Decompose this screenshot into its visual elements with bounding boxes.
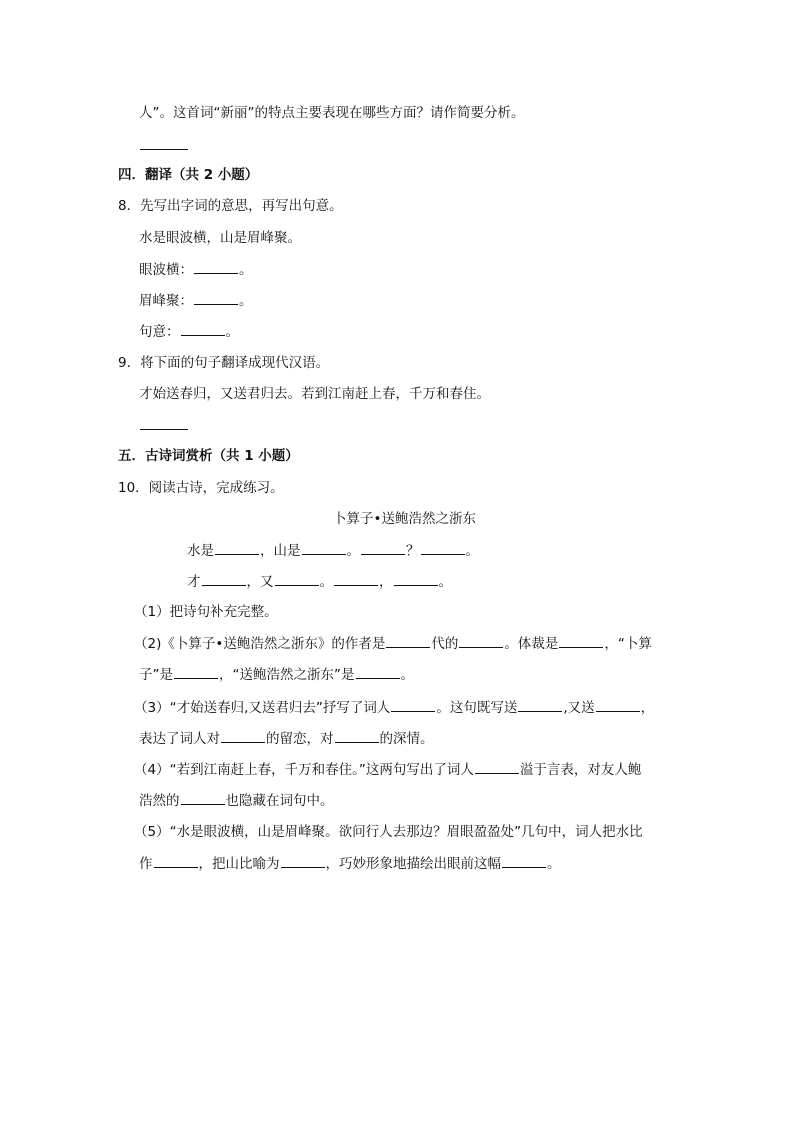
poem-title: 卜算子•送鲍浩然之浙东 — [333, 511, 476, 527]
text: ， — [379, 574, 393, 590]
subquestion-2-line-2 — [139, 664, 414, 684]
blank[interactable] — [194, 259, 238, 274]
blank[interactable] — [302, 540, 346, 555]
period: 。 — [239, 262, 253, 278]
text: ，巧妙形象地描绘出眼前这幅 — [325, 856, 501, 872]
text: 。 — [465, 543, 479, 559]
blank[interactable] — [335, 728, 379, 743]
blank[interactable] — [391, 697, 435, 712]
question-9-sentence: 才始送春归，又送君归去。若到江南赶上春，千万和春住。 — [139, 386, 490, 402]
text: 。 — [400, 667, 414, 683]
text: 水是 — [187, 543, 214, 559]
subquestion-5-line-1 — [134, 822, 643, 842]
question-8-item-1 — [139, 259, 253, 279]
blank[interactable] — [194, 290, 238, 305]
intro-line — [139, 103, 524, 123]
blank[interactable] — [221, 728, 265, 743]
item-label: 眉峰聚： — [139, 293, 193, 309]
blank[interactable] — [215, 540, 259, 555]
blank[interactable] — [475, 759, 519, 774]
text: 的深情。 — [379, 731, 434, 747]
text: 溢于言表，对友人鲍 — [519, 762, 642, 778]
question-10-stem: 10．阅读古诗，完成练习。 — [118, 480, 284, 496]
text: 。体裁是 — [504, 636, 559, 652]
period: 。 — [239, 293, 253, 309]
text: ，又 — [246, 574, 274, 590]
subquestion-1: （1）把诗句补充完整。 — [134, 604, 278, 620]
question-8-sentence: 水是眼波横，山是眉峰聚。 — [139, 230, 301, 246]
section5-title: 五．古诗词赏析（共 1 小题） — [118, 448, 299, 464]
text: （2)《卜算子•送鲍浩然之浙东》的作者是 — [134, 636, 386, 652]
text: 。 — [319, 574, 333, 590]
item-label: 眼波横： — [139, 262, 193, 278]
subquestion-3-line-1 — [134, 697, 654, 717]
subquestion-4-line-1 — [134, 759, 641, 779]
subquestion-4-line-2 — [139, 790, 334, 810]
text: 作 — [139, 856, 153, 872]
blank[interactable] — [559, 633, 603, 648]
poem-line-2 — [187, 571, 452, 591]
blank[interactable] — [154, 853, 198, 868]
text: 。 — [346, 543, 360, 559]
subquestion-3-line-2 — [139, 728, 434, 748]
subquestion-2-line-1 — [134, 633, 652, 653]
blank[interactable] — [459, 633, 503, 648]
blank[interactable] — [140, 415, 188, 430]
text: 表达了词人对 — [139, 731, 220, 747]
text: ，把山比喻为 — [198, 856, 280, 872]
text: 。 — [438, 574, 452, 590]
subquestion-5-line-2 — [139, 853, 561, 873]
blank[interactable] — [281, 853, 325, 868]
blank[interactable] — [421, 540, 465, 555]
blank[interactable] — [356, 664, 400, 679]
question-8-stem: 8．先写出字词的意思，再写出句意。 — [118, 198, 343, 214]
blank[interactable] — [181, 790, 225, 805]
poem-line-1 — [187, 540, 479, 560]
blank[interactable] — [275, 571, 319, 586]
text: 的留恋，对 — [266, 731, 334, 747]
period: 。 — [225, 324, 239, 340]
text: ， — [640, 700, 655, 716]
blank[interactable] — [386, 633, 430, 648]
answer-blank-9[interactable] — [139, 415, 189, 435]
blank[interactable] — [394, 571, 438, 586]
text: ？ — [406, 543, 420, 559]
text: 浩然的 — [139, 793, 180, 809]
question-8-item-3 — [139, 321, 239, 341]
question-9-stem: 9．将下面的句子翻译成现代汉语。 — [118, 355, 330, 371]
text: （5）“水是眼波横，山是眉峰聚。欲问行人去那边？眉眼盈盈处”几句中，词人把水比 — [134, 824, 643, 840]
blank[interactable] — [502, 853, 546, 868]
text: 才 — [187, 574, 201, 590]
text: ，“卜算 — [604, 636, 652, 652]
text: 。 — [547, 856, 561, 872]
section4-title: 四．翻译（共 2 小题） — [118, 167, 259, 183]
text: （3）“才始送春归,又送君归去”抒写了词人 — [134, 700, 391, 716]
blank[interactable] — [361, 540, 405, 555]
blank[interactable] — [181, 321, 225, 336]
blank[interactable] — [596, 697, 640, 712]
text: 代的 — [431, 636, 459, 652]
intro-text: 人”。这首词“新丽”的特点主要表现在哪些方面？请作简要分析。 — [139, 105, 525, 121]
text: ,又送 — [563, 700, 595, 716]
text: 也隐藏在词句中。 — [225, 793, 334, 809]
text: ，山是 — [260, 543, 301, 559]
blank[interactable] — [518, 697, 562, 712]
question-8-item-2 — [139, 290, 253, 310]
text: ，“送鲍浩然之浙东”是 — [219, 667, 355, 683]
text: 。这句既写送 — [436, 700, 518, 716]
blank[interactable] — [334, 571, 378, 586]
blank[interactable] — [202, 571, 246, 586]
answer-blank-7[interactable] — [139, 135, 189, 155]
blank[interactable] — [174, 664, 218, 679]
text: （4）“若到江南赶上春，千万和春住。”这两句写出了词人 — [134, 762, 474, 778]
item-label: 句意： — [139, 324, 180, 340]
text: 子”是 — [139, 667, 173, 683]
blank[interactable] — [140, 135, 188, 150]
